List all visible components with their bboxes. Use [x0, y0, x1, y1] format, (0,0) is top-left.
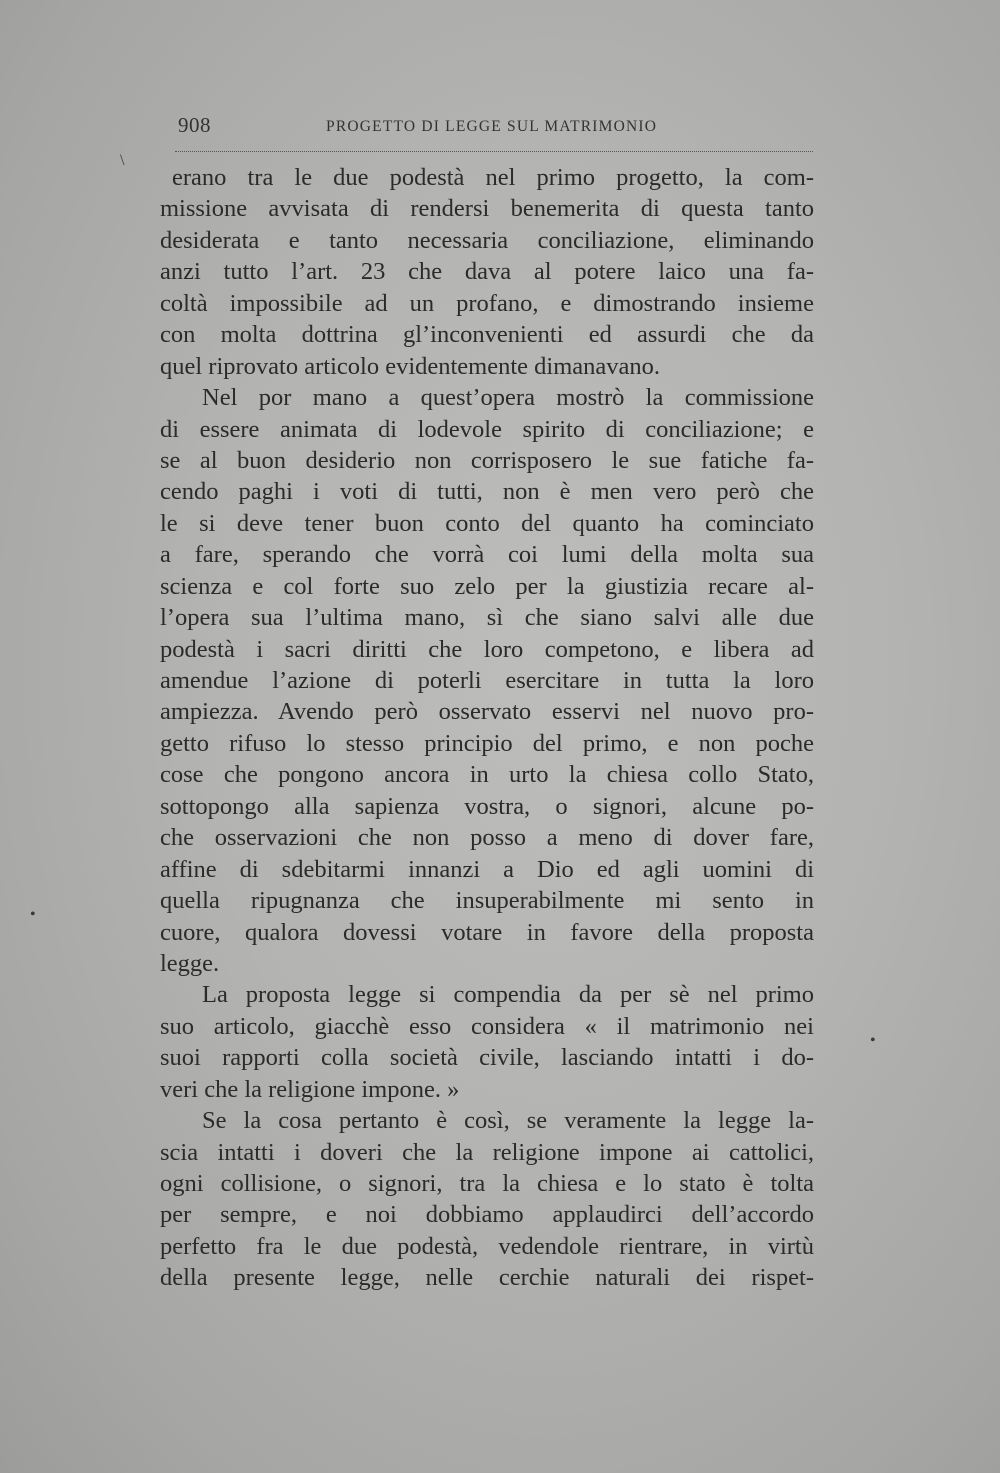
text-line: quel riprovato articolo evidentemente dimanavano.: [160, 352, 661, 380]
text-line: desiderata e tanto necessaria conciliazione, eliminando: [160, 226, 814, 254]
paragraph-start-line: La proposta legge si compendia da per sè nel primo: [202, 981, 814, 1009]
text-line: quella ripugnanza che insuperabilmente mi sento in: [160, 887, 814, 915]
running-title: PROGETTO DI LEGGE SUL MATRIMONIO: [326, 118, 658, 135]
header-rule: [175, 151, 813, 152]
margin-speck: •: [30, 906, 36, 923]
margin-speck: •: [870, 1032, 876, 1049]
text-line: a fare, sperando che vorrà coi lumi della molta sua: [160, 541, 814, 569]
text-line: anzi tutto l’art. 23 che dava al potere laico una fa-: [160, 258, 814, 286]
text-line: veri che la religione impone. »: [160, 1075, 460, 1103]
text-line: perfetto fra le due podestà, vedendole rientrare, in virtù: [160, 1232, 814, 1260]
text-line: sottopongo alla sapienza vostra, o signori, alcune po-: [160, 792, 814, 820]
margin-speck: \: [120, 152, 125, 169]
text-line: scienza e col forte suo zelo per la giustizia recare al-: [160, 572, 814, 600]
text-line: erano tra le due podestà nel primo progetto, la com-: [172, 164, 814, 191]
text-line: che osservazioni che non posso a meno di dover fare,: [160, 824, 814, 852]
text-line: cuore, qualora dovessi votare in favore della proposta: [160, 918, 814, 946]
paragraph-start-line: Nel por mano a quest’opera mostrò la commissione: [202, 384, 814, 412]
text-line: suo articolo, giacchè esso considera « il matrimonio nei: [160, 1012, 814, 1040]
text-line: suoi rapporti colla società civile, lasciando intatti i do-: [160, 1044, 814, 1072]
text-line: missione avvisata di rendersi benemerita di questa tanto: [160, 195, 814, 223]
text-line: le si deve tener buon conto del quanto ha cominciato: [160, 509, 814, 537]
text-line: affine di sdebitarmi innanzi a Dio ed agli uomini di: [160, 855, 814, 883]
text-line: di essere animata di lodevole spirito di conciliazione; e: [160, 415, 814, 443]
text-line: per sempre, e noi dobbiamo applaudirci dell’accordo: [160, 1201, 814, 1229]
page-header: [178, 113, 812, 147]
text-line: con molta dottrina gl’inconvenienti ed assurdi che da: [160, 321, 814, 349]
text-line: cendo paghi i voti di tutti, non è men vero però che: [160, 478, 814, 506]
text-line: getto rifuso lo stesso principio del primo, e non poche: [160, 729, 814, 757]
text-line: scia intatti i doveri che la religione impone ai cattolici,: [160, 1138, 814, 1166]
text-line: se al buon desiderio non corrisposero le sue fatiche fa-: [160, 446, 814, 474]
text-line: ampiezza. Avendo però osservato esservi nel nuovo pro-: [160, 698, 814, 726]
text-line: legge.: [160, 949, 220, 977]
text-line: della presente legge, nelle cerchie naturali dei rispet-: [160, 1264, 814, 1292]
body-text: [160, 162, 814, 1294]
text-line: l’opera sua l’ultima mano, sì che siano salvi alle due: [160, 604, 814, 632]
text-line: podestà i sacri diritti che loro competono, e libera ad: [160, 635, 814, 663]
text-line: cose che pongono ancora in urto la chiesa collo Stato,: [160, 761, 814, 789]
text-line: amendue l’azione di poterli esercitare in tutta la loro: [160, 667, 814, 694]
text-line: ogni collisione, o signori, tra la chiesa e lo stato è tolta: [160, 1170, 814, 1197]
page-number: 908: [178, 113, 211, 137]
text-line: coltà impossibile ad un profano, e dimostrando insieme: [160, 289, 814, 317]
paragraph-start-line: Se la cosa pertanto è così, se veramente la legge la-: [202, 1107, 814, 1135]
